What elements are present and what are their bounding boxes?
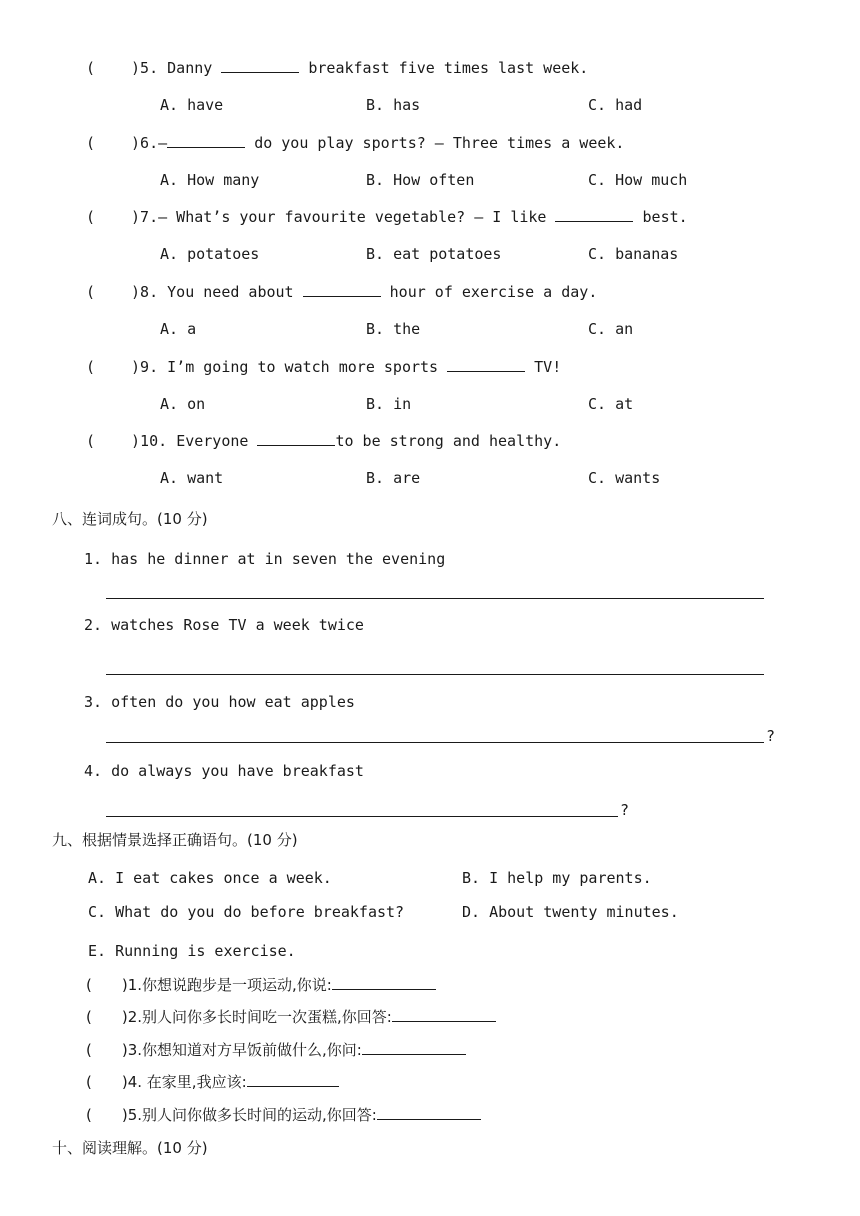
answer-blank[interactable] bbox=[555, 207, 633, 222]
option-c: C. What do you do before breakfast? bbox=[88, 903, 405, 921]
answer-blank[interactable] bbox=[303, 282, 381, 297]
answer-blank[interactable] bbox=[392, 1007, 496, 1022]
scramble-item-1: 1. has he dinner at in seven the evening bbox=[84, 550, 446, 568]
situation-item-1: ( )1.你想说跑步是一项运动,你说: bbox=[86, 974, 436, 995]
section-9-title: 九、根据情景选择正确语句。(10 分) bbox=[52, 831, 298, 849]
situation-item-4: ( )4. 在家里,我应该: bbox=[86, 1071, 339, 1092]
option-e: E. Running is exercise. bbox=[88, 942, 296, 960]
option-a: A. I eat cakes once a week. bbox=[88, 869, 332, 887]
question-mark: ? bbox=[766, 727, 776, 745]
scramble-item-3: 3. often do you how eat apples bbox=[84, 693, 355, 711]
answer-blank[interactable] bbox=[362, 1040, 466, 1055]
option-c: C. wants bbox=[588, 469, 661, 487]
option-c: C. bananas bbox=[588, 245, 679, 263]
option-c: C. had bbox=[588, 96, 643, 114]
answer-line-3[interactable] bbox=[106, 742, 764, 743]
situation-item-2: ( )2.别人问你多长时间吃一次蛋糕,你回答: bbox=[86, 1006, 496, 1027]
option-b: B. eat potatoes bbox=[366, 245, 502, 263]
option-a: A. want bbox=[160, 469, 224, 487]
option-a: A. have bbox=[160, 96, 224, 114]
answer-blank[interactable] bbox=[332, 975, 436, 990]
situation-item-3: ( )3.你想知道对方早饭前做什么,你问: bbox=[86, 1039, 466, 1060]
option-a: A. How many bbox=[160, 171, 260, 189]
option-a: A. on bbox=[160, 395, 206, 413]
option-c: C. an bbox=[588, 320, 634, 338]
situation-item-5: ( )5.别人问你做多长时间的运动,你回答: bbox=[86, 1104, 481, 1125]
option-b: B. the bbox=[366, 320, 421, 338]
section-10-title: 十、阅读理解。(10 分) bbox=[52, 1139, 208, 1157]
answer-blank[interactable] bbox=[167, 133, 245, 148]
answer-line-4[interactable] bbox=[106, 816, 618, 817]
option-b: B. in bbox=[366, 395, 412, 413]
option-b: B. How often bbox=[366, 171, 475, 189]
scramble-item-4: 4. do always you have breakfast bbox=[84, 762, 364, 780]
question-stem: ( )6.— do you play sports? — Three times a week. bbox=[86, 134, 625, 152]
question-stem: ( )7.— What’s your favourite vegetable? — I like best. bbox=[86, 208, 688, 226]
question-stem: ( )9. I’m going to watch more sports TV! bbox=[86, 358, 562, 376]
option-b: B. has bbox=[366, 96, 421, 114]
scramble-item-2: 2. watches Rose TV a week twice bbox=[84, 616, 364, 634]
option-d: D. About twenty minutes. bbox=[462, 903, 679, 921]
question-stem: ( )5. Danny breakfast five times last week. bbox=[86, 59, 589, 77]
section-8-title: 八、连词成句。(10 分) bbox=[52, 510, 208, 528]
option-a: A. potatoes bbox=[160, 245, 260, 263]
question-mark: ? bbox=[620, 801, 630, 819]
question-stem: ( )8. You need about hour of exercise a day. bbox=[86, 283, 598, 301]
question-stem: ( )10. Everyone to be strong and healthy. bbox=[86, 432, 562, 450]
answer-blank[interactable] bbox=[377, 1105, 481, 1120]
answer-line-2[interactable] bbox=[106, 674, 764, 675]
option-b: B. I help my parents. bbox=[462, 869, 652, 887]
option-c: C. at bbox=[588, 395, 634, 413]
option-a: A. a bbox=[160, 320, 197, 338]
option-b: B. are bbox=[366, 469, 421, 487]
option-c: C. How much bbox=[588, 171, 688, 189]
answer-line-1[interactable] bbox=[106, 598, 764, 599]
answer-blank[interactable] bbox=[447, 357, 525, 372]
answer-blank[interactable] bbox=[257, 431, 335, 446]
answer-blank[interactable] bbox=[247, 1072, 339, 1087]
answer-blank[interactable] bbox=[221, 58, 299, 73]
